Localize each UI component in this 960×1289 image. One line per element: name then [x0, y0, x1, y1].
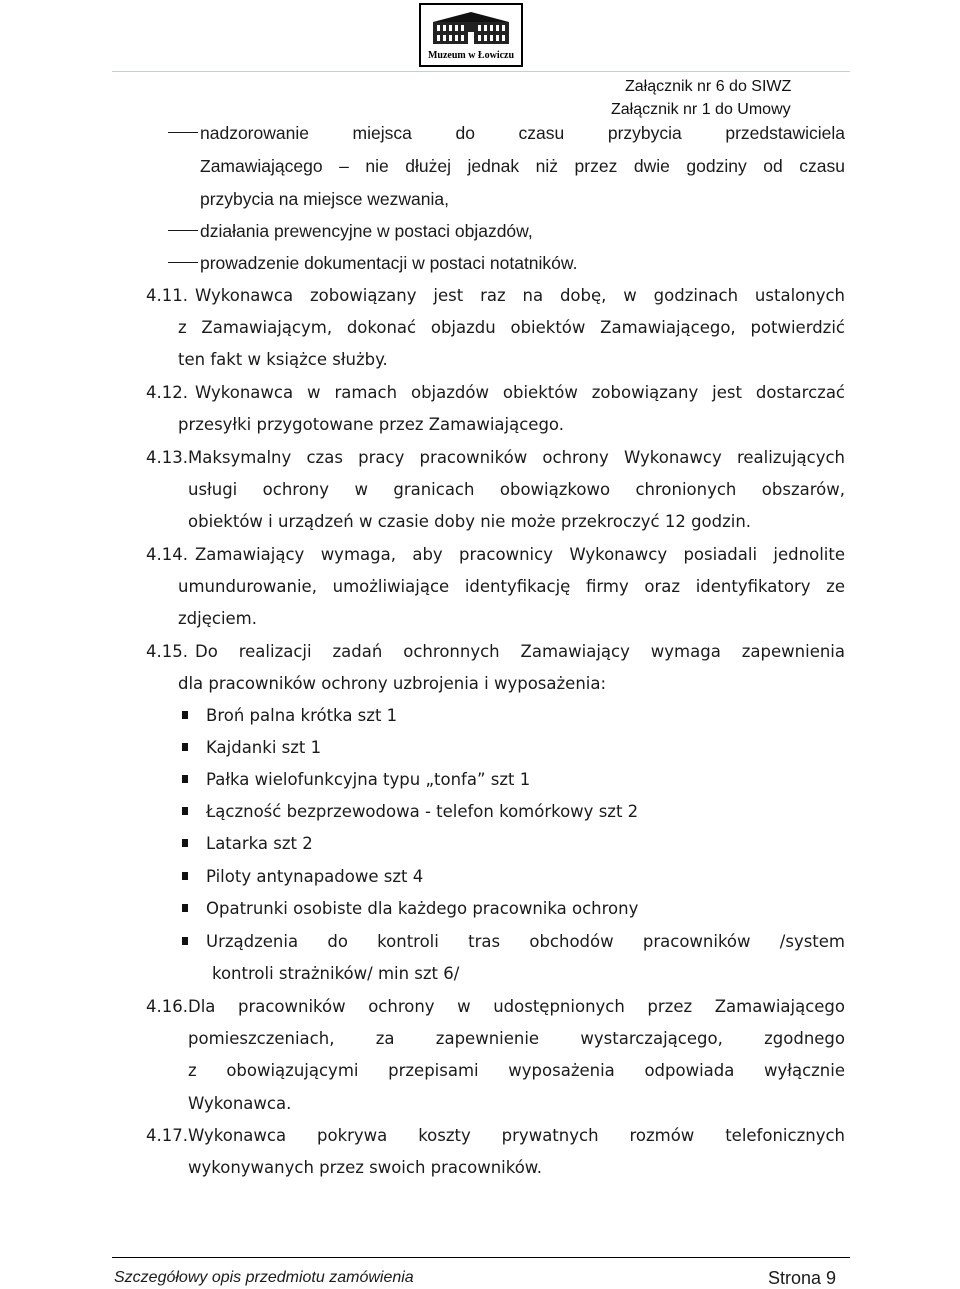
section-line: obiektów i urządzeń w czasie doby nie może przekroczyć 12 godzin. [188, 512, 752, 531]
equipment-item: Kajdanki szt 1 [206, 738, 322, 757]
logo-text: Muzeum w Łowiczu [427, 50, 515, 61]
section-number: 4.12. [146, 383, 188, 402]
section-line: usługi ochrony w granicach obowiązkowo chronionych obszarów, [188, 480, 845, 499]
footer-divider [112, 1257, 850, 1258]
section-line: dla pracowników ochrony uzbrojenia i wyposażenia: [178, 674, 607, 693]
equipment-item: Broń palna krótka szt 1 [206, 706, 398, 725]
section-line: Dla pracowników ochrony w udostępnionych przez Zamawiającego [188, 997, 845, 1016]
dash-item-line: działania prewencyjne w postaci objazdów, [200, 221, 533, 241]
section-line: ten fakt w książce służby. [178, 350, 388, 369]
dash-item-line: nadzorowanie miejsca do czasu przybycia przedstawiciela [200, 123, 845, 143]
square-bullet-icon [182, 807, 188, 815]
section-number: 4.14. [146, 545, 188, 564]
square-bullet-icon [182, 711, 188, 719]
footer-page-number: Strona 9 [768, 1268, 837, 1288]
equipment-item-continuation: kontroli strażników/ min szt 6/ [212, 964, 460, 983]
museum-building-icon [429, 10, 513, 46]
section-line: Wykonawca zobowiązany jest raz na dobę, w godzinach ustalonych [195, 286, 845, 305]
square-bullet-icon [182, 775, 188, 783]
section-line: Do realizacji zadań ochronnych Zamawiający wymaga zapewnienia [195, 642, 845, 661]
section-line: pomieszczeniach, za zapewnienie wystarczającego, zgodnego [188, 1029, 845, 1048]
header-divider [112, 71, 850, 72]
equipment-item: Latarka szt 2 [206, 834, 313, 853]
section-line: umundurowanie, umożliwiające identyfikację firmy oraz identyfikatory ze [178, 577, 845, 596]
section-line: zdjęciem. [178, 609, 257, 628]
section-line: Wykonawca pokrywa koszty prywatnych rozmów telefonicznych [188, 1126, 845, 1145]
section-line: wykonywanych przez swoich pracowników. [188, 1158, 543, 1177]
dash-bullet [168, 230, 198, 231]
section-line: przesyłki przygotowane przez Zamawiającego. [178, 415, 564, 434]
museum-logo [419, 3, 523, 67]
square-bullet-icon [182, 839, 188, 847]
dash-item-line: prowadzenie dokumentacji w postaci notatników. [200, 253, 578, 273]
footer-document-title: Szczegółowy opis przedmiotu zamówienia [114, 1269, 414, 1286]
header-annex-siwz: Załącznik nr 6 do SIWZ [625, 78, 792, 95]
section-number: 4.16. [146, 997, 188, 1016]
equipment-item: Pałka wielofunkcyjna typu „tonfa” szt 1 [206, 770, 531, 789]
dash-item-line: Zamawiającego – nie dłużej jednak niż przez dwie godziny od czasu [200, 156, 845, 176]
equipment-item: Piloty antynapadowe szt 4 [206, 867, 424, 886]
dash-item-line: przybycia na miejsce wezwania, [200, 189, 449, 209]
dash-bullet [168, 262, 198, 263]
section-line: z Zamawiającym, dokonać objazdu obiektów Zamawiającego, potwierdzić [178, 318, 845, 337]
square-bullet-icon [182, 937, 188, 945]
square-bullet-icon [182, 743, 188, 751]
header-annex-contract: Załącznik nr 1 do Umowy [611, 101, 791, 118]
dash-bullet [168, 132, 198, 133]
square-bullet-icon [182, 904, 188, 912]
section-line: Maksymalny czas pracy pracowników ochrony Wykonawcy realizujących [188, 448, 845, 467]
equipment-item: Łączność bezprzewodowa - telefon komórkowy szt 2 [206, 802, 639, 821]
section-line: z obowiązującymi przepisami wyposażenia odpowiada wyłącznie [188, 1061, 845, 1080]
section-number: 4.13. [146, 448, 188, 467]
section-line: Wykonawca. [188, 1094, 292, 1113]
section-number: 4.17. [146, 1126, 188, 1145]
section-number: 4.11. [146, 286, 188, 305]
equipment-item: Urządzenia do kontroli tras obchodów pracowników /system [206, 932, 845, 951]
section-line: Zamawiający wymaga, aby pracownicy Wykonawcy posiadali jednolite [195, 545, 845, 564]
equipment-item: Opatrunki osobiste dla każdego pracownika ochrony [206, 899, 639, 918]
section-line: Wykonawca w ramach objazdów obiektów zobowiązany jest dostarczać [195, 383, 845, 402]
square-bullet-icon [182, 872, 188, 880]
section-number: 4.15. [146, 642, 188, 661]
